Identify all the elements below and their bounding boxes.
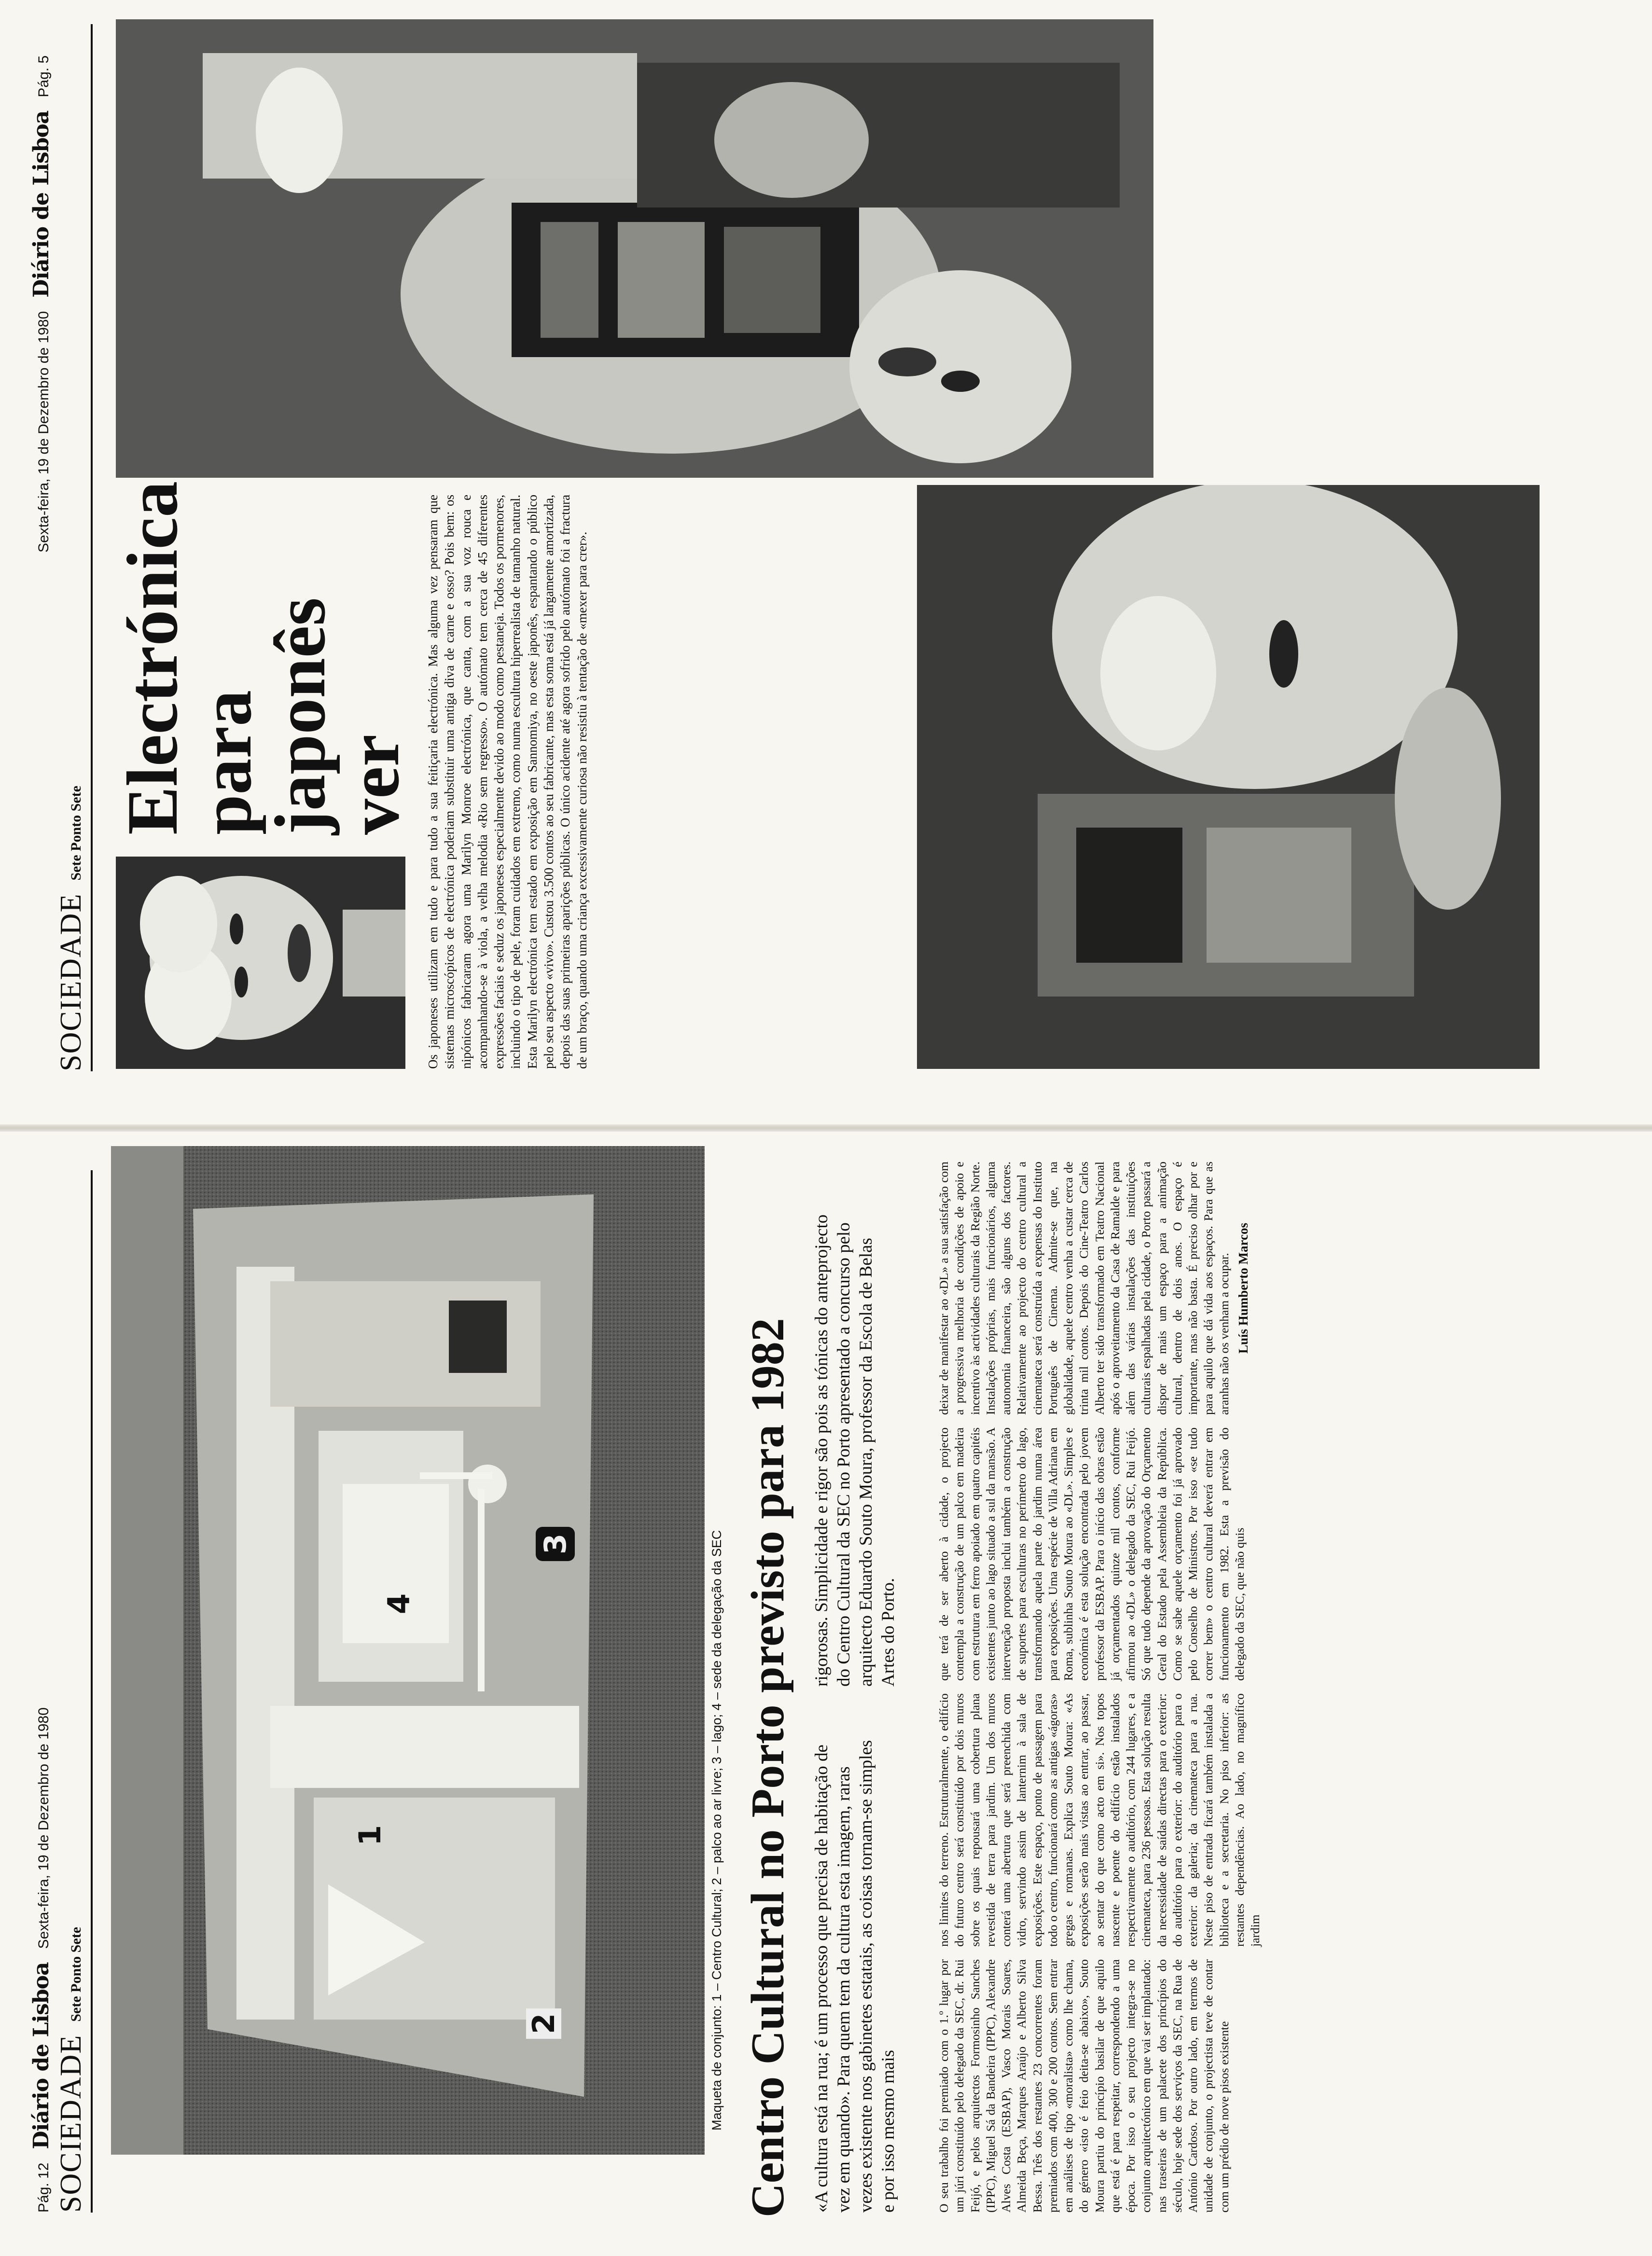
left-section-header (54, 1927, 88, 2213)
feature-intro: Os japoneses utilizam em tudo e para tudo a sua feitiçaria electrónica. Mas alguma vez pensaram que sistemas microscópicos de electrónica poderiam substituir uma antiga diva de carne e osso? Pois bem: os nipónicos fabricaram agora uma Marilyn Monroe electrónica, que canta, com a sua voz rouca e acompanhando-se à viola, a velha melodia «Rio sem regresso». O autómato tem cerca de 45 diferentes expressões faciais e seduz os japoneses especialmente devido ao modo como pestaneja. Todos os pormenores, incluindo o tipo de pele, foram cuidados em extremo, como numa escultura hiperrealista de tamanho natural. Esta Marilyn electrónica tem estado em exposição em Sannomiya, no oeste japonês, espantando o público pelo seu aspecto «vivo». Custou 3.500 contos ao seu fabricante, mas esta soma está já largamente amortizada, depois das suas primeiras aparições públicas. O único acidente até agora sofrido pelo autómato foi a fractura de um braço, quando uma criança excessivamente curiosa não resistiu à tentação de «mexer para crer». (426, 495, 589, 1069)
article-column-2 (936, 1693, 1263, 1947)
headline-line: ver (334, 734, 414, 835)
android-graphic (116, 19, 1153, 478)
article-text: O seu trabalho foi premiado com o 1.º lugar por um júri constituído pelo delegado da SEC, dr. Rui Feijó, e pelos arquitectos Formosinho Sanches (IPPC), Miguel Sá da Bandeira (IPPC), Alexandre Alves Costa (ESBAP), Vasco Morais Soares, Almeida Beça, Marques Araújo e Alberto Silva Bessa. Três dos restantes 23 concorrentes foram premiados com 400, 300 e 200 contos. Sem entrar em análises de tipo «moralista» como lhe chama, do género «isto é feio deita-se abaixo», Souto Moura partiu do princípio basilar de que aquilo que está é para respeitar, correspondendo a uma época. Por isso o seu projecto integra-se no conjunto arquitectónico em que vai ser implantado: nas traseiras de um palacete dos princípios do século, hoje sede dos serviços da SEC, na Rua de António Cardoso. Por outro lado, em termos de unidade de conjunto, o projectista teve de contar com um prédio de nove pisos existente (937, 1959, 1231, 2213)
article-column-1 (936, 1959, 1263, 2213)
article-text: nos limites do terreno. Estruturalmente, o edifício do futuro centro será constituído por dois muros sobre os quais repousará uma cobertura plana revestida de terra para jardim. Um dos muros conterá uma abertura que será preenchida com vidro, servindo assim de lanternim à sala de exposições. Este espaço, ponto de passagem para todo o centro, funcionará como as antigas «ágoras» gregas e romanas. Explica Souto Moura: «As exposições serão mais vistas ao entrar, ao passar, ao sentar do que como acto em si». Nos topos nascente e poente do edifício estão instalados respectivamente o auditório, com 244 lugares, e a cinemateca, para 236 pessoas. Esta solução resulta da necessidade de saídas directas para o exterior: do auditório para o exterior: do auditório para o exterior: da galeria; da cinemateca para a rua. Neste piso de entrada ficará também instalada a biblioteca e a secretaria. No piso inferior: as restantes dependências. Ao lado, no magnífico jardim (937, 1693, 1262, 1947)
article-text: que terá de ser aberto à cidade, o projecto contempla a construção de um palco em madeira com estrutura em ferro apoiado em quatro capitéis existentes junto ao lago situado a sul da mansão. A intervenção proposta inclui também a construção de suportes para esculturas no perímetro do lago, transformando aquela parte do jardim numa área para exposições. Uma espécie de Villa Adriana em Roma, sublinha Souto Moura ao «DL». Simples e económica é esta solução encontrada pelo jovem professor da ESBAP. Para o início das obras estão já orçamentados quinze mil contos, conforme afirmou ao «DL» o delegado da SEC, Rui Feijó. Só que tudo depende da aprovação do Orçamento Geral do Estado pela Assembleia da República. Como se sabe aquele orçamento foi já aprovado pelo Conselho de Ministros. Por isso «se tudo correr bem» o centro cultural deverá entrar em funcionamento em 1982. Esta a previsão do delegado da SEC, que não quis (937, 1427, 1247, 1681)
model-photo-graphic (111, 1146, 705, 2155)
feature-headline (112, 481, 414, 835)
headline-line: para (186, 690, 266, 835)
page-fold (0, 1124, 1652, 1132)
right-section-header (54, 786, 88, 1071)
marker-4: 4 (381, 1593, 416, 1614)
section-title: SOCIEDADE (55, 893, 87, 1071)
issue-date: Sexta-feira, 19 de Dezembro de 1980 (36, 1707, 52, 1949)
marker-3: 3 (536, 1527, 575, 1561)
marker-1: 1 (352, 1825, 388, 1846)
marker-2: 2 (526, 2008, 561, 2039)
android-photo (116, 19, 1153, 478)
header-rule (91, 1170, 93, 2213)
hands-graphic (917, 485, 1540, 1069)
model-photo (111, 1146, 705, 2155)
portrait-photo (116, 857, 405, 1069)
masthead: Diário de Lisboa (29, 1962, 54, 2149)
headline-line: japonês (260, 597, 340, 835)
masthead: Diário de Lisboa (29, 111, 54, 298)
hands-photo (917, 485, 1540, 1069)
lede-right: rigorosas. Simplicidade e rigor são pois as tónicas do anteprojecto do Centro Cultural da SEC no Porto apresentado a concurso pelo arquitecto Eduardo Souto Moura, professor da Escola de Belas Artes do Porto. (812, 1214, 898, 1687)
article-columns (936, 1161, 1263, 2213)
right-page (0, 0, 1652, 1124)
section-subtitle: Sete Ponto Sete (68, 1927, 84, 2022)
article-headline: Centro Cultural no Porto previsto para 1982 (742, 1318, 794, 2217)
issue-date: Sexta-feira, 19 de Dezembro de 1980 (36, 311, 52, 553)
section-subtitle: Sete Ponto Sete (68, 786, 84, 881)
photo-caption: Maqueta de conjunto: 1 – Centro Cultural; 2 – palco ao ar livre; 3 – lago; 4 – sede da delegação da SEC (709, 1530, 724, 2131)
page-number: Pág. 5 (36, 55, 52, 97)
article-text: deixar de manifestar ao «DL» a sua satisfação com a progressiva melhoria de condições de apoio e incentivo às actividades culturais da Região Norte. Instalações próprias, mais funcionários, alguma autonomia financeira, são alguns dos factores. Relativamente ao projecto do centro cultural a cinemateca será construída a expensas do Instituto Português de Cinema. Admite-se que, na globalidade, aquele centro venha a custar cerca de trinta mil contos. Depois do Cine-Teatro Carlos Alberto ter sido transformado em Teatro Nacional após o aproveitamento da Casa de Ramalde e para além das várias instalações das instituições culturais espalhadas pela cidade, o Porto passará a dispor de mais um espaço para a animação cultural, dentro de dois anos. O espaço é importante, mas não basta. É preciso olhar por e para aquilo que dá vida aos espaços. Para que as aranhas não os venham a ocupar. (937, 1162, 1231, 1415)
article-column-3 (936, 1427, 1263, 1681)
section-title: SOCIEDADE (55, 2034, 87, 2213)
portrait-graphic (116, 857, 405, 1069)
article-column-4 (936, 1162, 1263, 1415)
left-folio (29, 1707, 54, 2213)
lede-left: «A cultura está na rua; é um processo que precisa de habitação de vez em quando». Para quem tem da cultura esta imagem, raras vezes existente nos gabinetes estatais, as coisas tornam-se simples e por isso mesmo mais (812, 1740, 898, 2213)
headline-line: Electrónica (112, 481, 193, 835)
header-rule (91, 24, 93, 1071)
left-page (0, 1132, 1652, 2256)
page-number: Pág. 12 (36, 2162, 52, 2213)
right-folio (29, 55, 54, 553)
author-signature: Luís Humberto Marcos (1236, 1223, 1250, 1354)
